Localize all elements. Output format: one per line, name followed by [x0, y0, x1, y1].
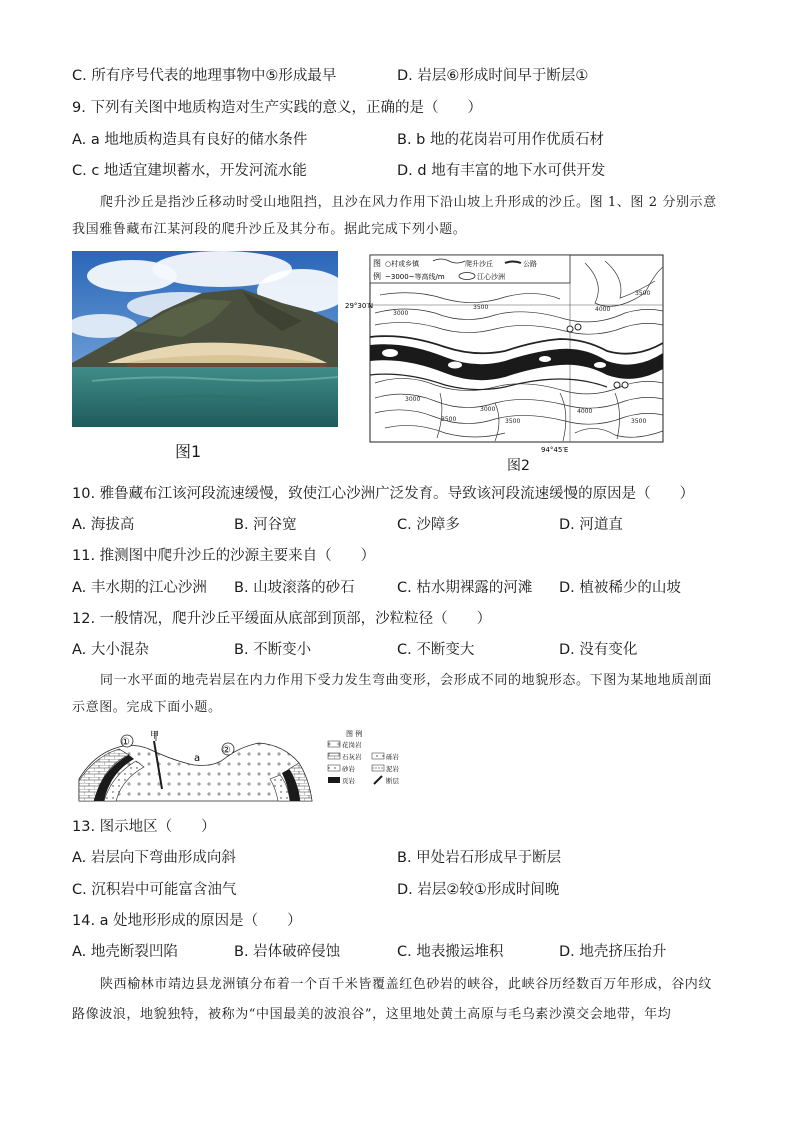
fig3-legend-conglomerate: 砾岩 [386, 753, 399, 761]
village-icon [567, 326, 573, 332]
legend-road: 公路 [523, 260, 537, 268]
fig3-legend-title: 图 例 [346, 730, 363, 738]
q8-option-d: D. 岩层⑥形成时间早于断层① [397, 68, 589, 84]
sandbar [448, 362, 462, 369]
intro-paragraph-2: 同一水平面的地壳岩层在内力作用下受力发生弯曲变形，会形成不同的地貌形态。下图为某地地质剖面示意图。完成下面小题。 [72, 673, 713, 715]
legend-dune: 爬升沙丘 [465, 260, 493, 268]
q10-option-d: D. 河道直 [559, 517, 623, 533]
legend-bar: 江心沙洲 [477, 273, 505, 281]
q13-option-b: B. 甲处岩石形成早于断层 [397, 850, 562, 866]
label-jia: 甲 [150, 731, 160, 741]
sandbar [539, 356, 551, 362]
q14-option-b: B. 岩体破碎侵蚀 [234, 944, 341, 960]
contour-label: 3000 [393, 310, 409, 317]
q11-option-c: C. 枯水期裸露的河滩 [397, 580, 533, 596]
contour-label: 3000 [405, 396, 421, 403]
q11-option-a: A. 丰水期的江心沙洲 [72, 580, 207, 596]
q11-option-d: D. 植被稀少的山坡 [559, 580, 681, 596]
contour-label: 3500 [473, 304, 489, 311]
q9-option-d: D. d 地有丰富的地下水可供开发 [397, 163, 606, 179]
q14-stem: 14. a 处地形形成的原因是（ ） [72, 913, 302, 929]
q11-stem: 11. 推测图中爬升沙丘的沙源主要来自（ ） [72, 548, 376, 564]
q14-option-d: D. 地壳挤压抬升 [559, 944, 667, 960]
fig3-legend-granite: 花岗岩 [342, 741, 362, 749]
q9-option-a: A. a 地地质构造具有良好的储水条件 [72, 132, 308, 148]
intro-paragraph-1: 爬升沙丘是指沙丘移动时受山地阻挡，且沙在风力作用下沿山坡上升形成的沙丘。图 1、图 2 分别示意我国雅鲁藏布江某河段的爬升沙丘及其分布。据此完成下列小题。 [72, 195, 717, 237]
figure-2-map [345, 253, 665, 453]
legend-bar-symbol [459, 273, 475, 280]
contour-label: 3500 [505, 418, 521, 425]
village-icon [614, 382, 620, 388]
legend-tu: 图 [373, 259, 381, 268]
label-2: ② [222, 745, 231, 756]
contour-label: 3500 [441, 416, 457, 423]
q10-option-a: A. 海拔高 [72, 517, 135, 533]
q12-option-d: D. 没有变化 [559, 642, 638, 658]
contour-label: 4000 [577, 408, 593, 415]
intro-paragraph-3: 陕西榆林市靖边县龙洲镇分布着一个百千米皆覆盖红色砂岩的峡谷，此峡谷历经数百万年形成，谷内纹路像波浪，地貌独特，被称为“中国最美的波浪谷”，这里地处黄土高原与毛乌素沙漠交会地带，年均 [72, 977, 713, 1022]
q12-stem: 12. 一般情况，爬升沙丘平缓面从底部到顶部，沙粒粒径（ ） [72, 611, 492, 627]
q8-option-c: C. 所有序号代表的地理事物中⑤形成最早 [72, 68, 337, 84]
q13-option-a: A. 岩层向下弯曲形成向斜 [72, 850, 236, 866]
sandbar [594, 362, 606, 368]
q13-option-c: C. 沉积岩中可能富含油气 [72, 882, 237, 898]
fig3-legend-limestone: 石灰岩 [342, 753, 362, 761]
figure-1-caption: 图1 [175, 442, 202, 461]
q10-option-c: C. 沙障多 [397, 517, 460, 533]
q13-stem: 13. 图示地区（ ） [72, 819, 216, 835]
q10-stem: 10. 雅鲁藏布江该河段流速缓慢，致使江心沙洲广泛发育。导致该河段流速缓慢的原因是（ ） [72, 486, 695, 502]
fig3-legend-fault: 断层 [386, 777, 399, 785]
fig3-legend-mudstone: 泥岩 [386, 765, 399, 773]
contour-label: 3000 [480, 406, 496, 413]
village-icon [622, 382, 628, 388]
contour-label: 4000 [595, 306, 611, 313]
q9-option-c: C. c 地适宜建坝蓄水，开发河流水能 [72, 163, 307, 179]
q12-option-c: C. 不断变大 [397, 642, 475, 658]
figure-1-photo [72, 251, 338, 427]
q10-option-b: B. 河谷宽 [234, 517, 297, 533]
q12-option-a: A. 大小混杂 [72, 642, 149, 658]
village-icon [575, 324, 581, 330]
q14-option-a: A. 地壳断裂凹陷 [72, 944, 178, 960]
sandbar [382, 349, 398, 357]
contour-label: 3500 [631, 418, 647, 425]
label-1: ① [121, 737, 130, 748]
contour-label: 3500 [635, 290, 651, 297]
figure-3-cross-section [74, 729, 414, 805]
q12-option-b: B. 不断变小 [234, 642, 312, 658]
lon-label: 94°45′E [541, 446, 569, 453]
legend-village: ○村或乡镇 [385, 260, 420, 268]
legend-li: 例 [373, 272, 381, 281]
q14-option-c: C. 地表搬运堆积 [397, 944, 504, 960]
lat-label: 29°30′N [345, 302, 374, 310]
legend-contour: ~3000~等高线/m [385, 273, 445, 281]
fig3-legend-sandstone: 砂岩 [342, 765, 355, 773]
q13-option-d: D. 岩层②较①形成时间晚 [397, 882, 560, 898]
figure-2-caption: 图2 [507, 458, 530, 474]
q9-stem: 9. 下列有关图中地质构造对生产实践的意义，正确的是（ ） [72, 100, 482, 116]
q9-option-b: B. b 地的花岗岩可用作优质石材 [397, 132, 604, 148]
label-a: a [194, 753, 201, 764]
q11-option-b: B. 山坡滚落的砂石 [234, 580, 355, 596]
fig3-legend-shale: 页岩 [342, 777, 355, 785]
